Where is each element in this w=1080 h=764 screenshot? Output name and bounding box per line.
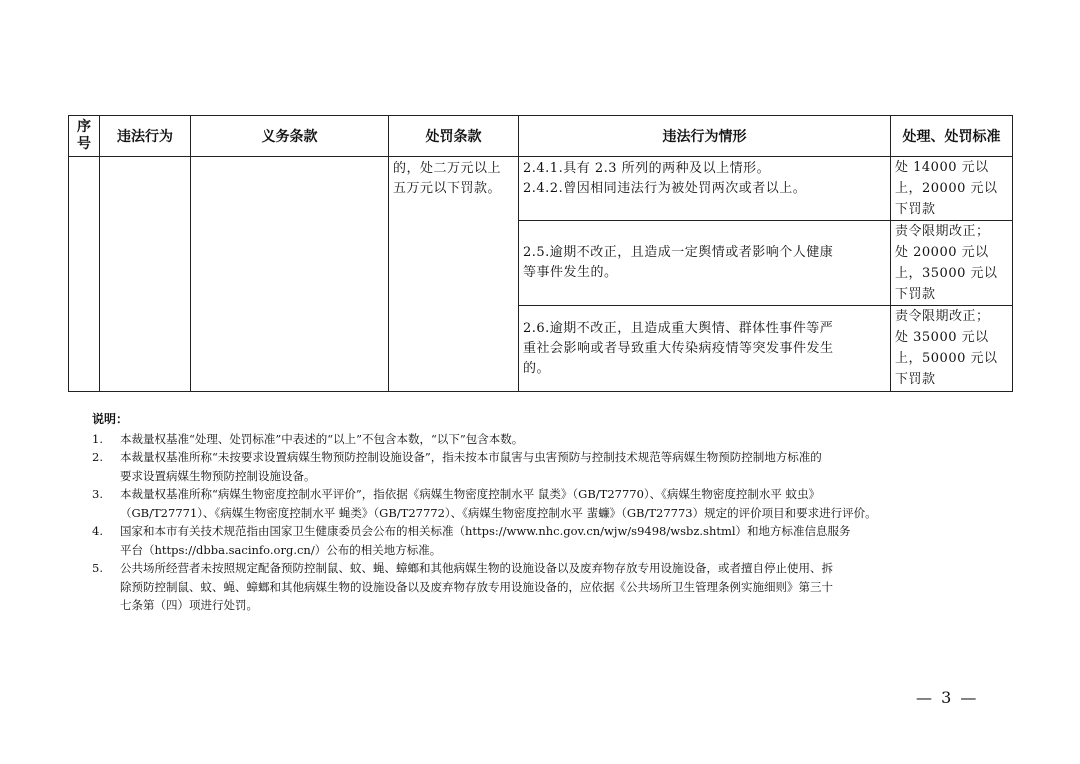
circumstance-text <box>519 157 890 201</box>
note-item <box>92 522 992 559</box>
header-circumstance: 违法行为情形 <box>519 116 891 157</box>
note-line: 要求设置病媒生物预防控制设施设备。 <box>120 468 316 483</box>
header-standard: 处理、处罚标准 <box>891 116 1013 157</box>
header-seq <box>69 116 100 157</box>
circumstance-text <box>519 241 890 285</box>
standard-line: 下罚款 <box>895 202 936 217</box>
standard-line: 上，35000 元以 <box>895 266 998 281</box>
circumstance-line: 等事件发生的。 <box>523 265 618 280</box>
circumstance-line: 重社会影响或者导致重大传染病疫情等突发事件发生 <box>523 340 834 356</box>
note-item <box>92 559 992 615</box>
obligation-cell <box>191 157 389 392</box>
seq-cell <box>69 157 100 392</box>
note-number: 3. <box>92 487 103 501</box>
note-line: 本裁量权基准“处理、处罚标准”中表述的“以上”不包含本数，“以下”包含本数。 <box>120 431 524 446</box>
standard-line: 处 20000 元以 <box>895 245 989 260</box>
circumstance-line: 2.5.逾期不改正，且造成一定舆情或者影响个人健康 <box>523 245 834 260</box>
standard-cell <box>891 221 1013 306</box>
circumstance-cell <box>519 306 891 392</box>
note-number: 5. <box>92 561 103 575</box>
page-number: — 3 — <box>916 688 979 707</box>
header-penalty-clause: 处罚条款 <box>389 116 519 157</box>
header-violation: 违法行为 <box>100 116 191 157</box>
standard-line: 处 14000 元以 <box>895 160 989 175</box>
notes-title: 说明： <box>92 412 129 426</box>
header-obligation: 义务条款 <box>191 116 389 157</box>
penalty-clause-cell <box>389 157 519 392</box>
standard-text <box>891 157 1012 220</box>
note-line: 本裁量权基准所称“未按要求设置病媒生物预防控制设施设备”，指未按本市鼠害与虫害预防与控制技术规范等病媒生物预防控制地方标准的 <box>120 450 822 464</box>
note-item <box>92 485 992 522</box>
circumstance-line: 的。 <box>523 360 551 376</box>
standard-line: 责令限期改正； <box>895 309 990 324</box>
penalty-clause-text: 的，处二万元以上五万元以下罚款。 <box>393 161 502 196</box>
circumstance-line: 2.4.1.具有 2.3 所列的两种及以上情形。 <box>523 161 771 176</box>
circumstance-text <box>519 317 890 381</box>
note-line: 除预防控制鼠、蚊、蝇、蟑螂和其他病媒生物的设施设备以及废弃物存放专用设施设备的，应依据《公共场所卫生管理条例实施细则》第三十 <box>120 579 833 594</box>
note-line: 平台（https://dbba.sacinfo.org.cn/）公布的相关地方标准。 <box>120 542 442 557</box>
note-line: 国家和本市有关技术规范指由国家卫生健康委员会公布的相关标准（https://www.nhc.gov.cn/wjw/s9498/wsbz.shtml）和地方标准信息服务 <box>120 524 851 538</box>
note-number: 1. <box>92 431 103 446</box>
note-line: 七条第（四）项进行处罚。 <box>120 598 258 612</box>
standard-line: 下罚款 <box>895 372 936 387</box>
circumstance-cell <box>519 157 891 221</box>
standard-cell <box>891 157 1013 221</box>
standard-line: 处 35000 元以 <box>895 330 989 345</box>
penalty-standard-table <box>68 115 1013 392</box>
standard-line: 下罚款 <box>895 287 936 302</box>
note-item <box>92 430 992 449</box>
standard-line: 责令限期改正； <box>895 224 990 239</box>
note-line: （GB/T27771）、《病媒生物密度控制水平 蝇类》（GB/T27772）、《病媒生物密度控制水平 蜚蠊》（GB/T27773）规定的评价项目和要求进行评价。 <box>120 505 877 520</box>
circumstance-line: 2.6.逾期不改正，且造成重大舆情、群体性事件等严 <box>523 320 834 336</box>
standard-line: 上，20000 元以 <box>895 181 998 196</box>
standard-cell <box>891 306 1013 392</box>
standard-text <box>891 306 1012 390</box>
note-item <box>92 448 992 485</box>
note-line: 公共场所经营者未按照规定配备预防控制鼠、蚊、蝇、蟑螂和其他病媒生物的设施设备以及废弃物存放专用设施设备，或者擅自停止使用、拆 <box>120 561 833 575</box>
standard-text <box>891 221 1012 305</box>
header-seq-text: 序 号 <box>77 119 91 152</box>
circumstance-line: 2.4.2.曾因相同违法行为被处罚两次或者以上。 <box>523 181 807 196</box>
standard-line: 上，50000 元以 <box>895 351 998 366</box>
circumstance-cell <box>519 221 891 306</box>
note-number: 4. <box>92 524 103 538</box>
table-row <box>69 157 1013 221</box>
violation-cell <box>100 157 191 392</box>
note-line: 本裁量权基准所称“病媒生物密度控制水平评价”，指依据《病媒生物密度控制水平 鼠类》（GB/T27770）、《病媒生物密度控制水平 蚊虫》 <box>120 487 821 501</box>
table-header-row <box>69 116 1013 157</box>
note-number: 2. <box>92 450 103 464</box>
notes-section <box>92 410 992 615</box>
